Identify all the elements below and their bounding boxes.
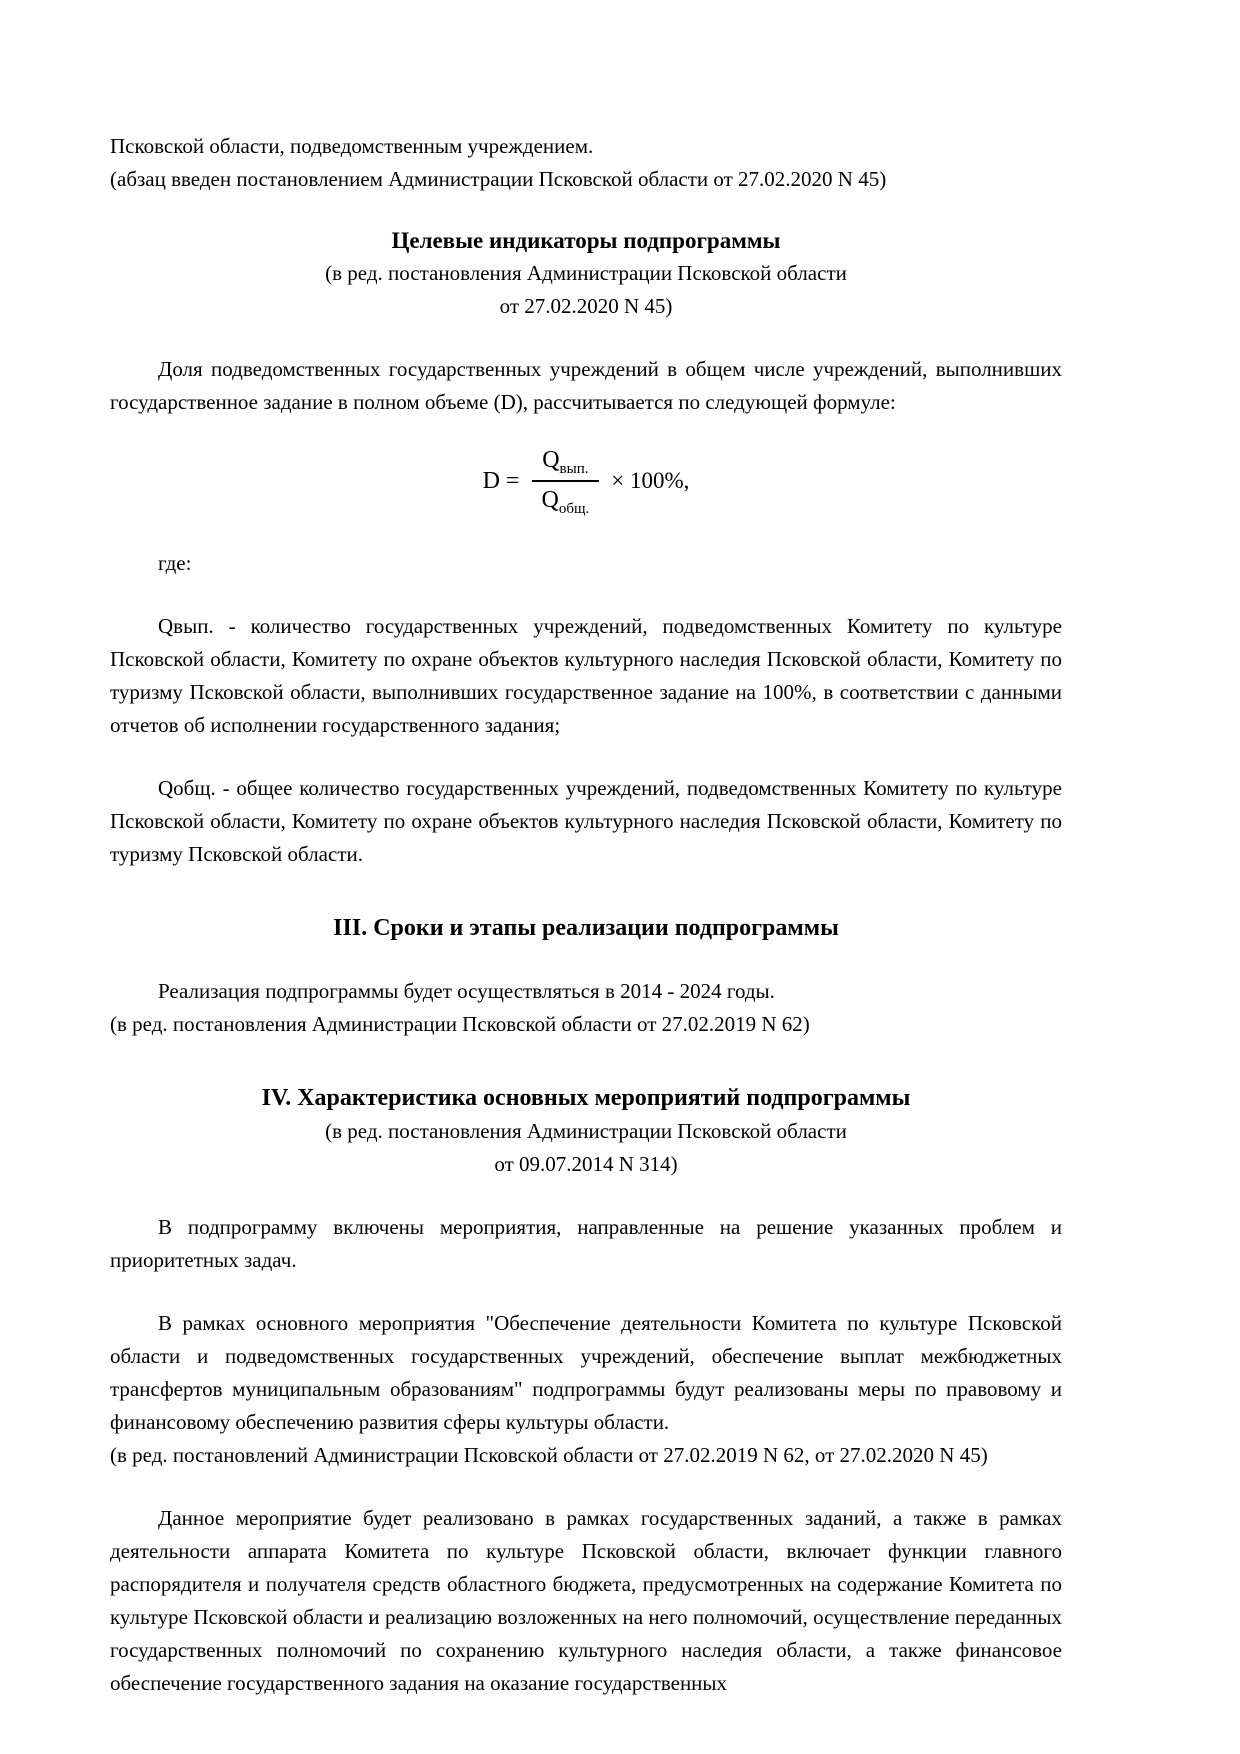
q-obsch-definition-paragraph: Qобщ. - общее количество государственных учреждений, подведомственных Комитету по культуре Псковской области, Комитету по охране объектов культурного наследия Псковской области, Комитету по туризму Псковской области. <box>110 775 1062 866</box>
indicator-intro-paragraph: Доля подведомственных государственных учреждений в общем числе учреждений, выполнивших государственное задание в полном объеме (D), рассчитывается по следующей формуле: <box>110 357 1062 414</box>
section-title-iv: IV. Характеристика основных мероприятий подпрограммы <box>261 1084 911 1111</box>
share-formula <box>110 445 1062 517</box>
section-iii-paragraph: Реализация подпрограммы будет осуществляться в 2014 - 2024 годы. <box>158 978 775 1003</box>
formula-fraction <box>531 445 599 517</box>
formula-lhs: D = <box>482 467 520 494</box>
where-label: где: <box>158 550 192 575</box>
formula-denominator <box>531 482 599 517</box>
lead-amendment-note: (абзац введен постановлением Администрации Псковской области от 27.02.2020 N 45) <box>110 167 887 191</box>
section-iv-edition-line-2: от 09.07.2014 N 314) <box>494 1151 678 1176</box>
formula-numerator <box>532 445 598 482</box>
section-title-indicators: Целевые индикаторы подпрограммы <box>391 228 781 253</box>
section-title-iii: III. Сроки и этапы реализации подпрограммы <box>333 914 839 941</box>
section-iv-paragraph-3: Данное мероприятие будет реализовано в рамках государственных заданий, а также в рамках деятельности аппарата Комитета по культуре Псковской области, включает функции главного распорядителя и получателя средств областного бюджета, предусмотренных на содержание Комитета по культуре Псковской области и реализацию возложенных на него полномочий, осуществление переданных государственных полномочий по сохранению культурного наследия области, а также финансовое обеспечение государственного задания на оказание государственных <box>110 1505 1062 1695</box>
section-iv-paragraph-2-amendment-note: (в ред. постановлений Администрации Псковской области от 27.02.2019 N 62, от 27.02.2020 N 45) <box>110 1442 988 1467</box>
formula-denominator-base: Q <box>541 486 559 513</box>
formula-denominator-subscript: общ. <box>558 500 590 517</box>
formula-rhs: × 100%, <box>611 467 690 493</box>
section-iv-edition-line-1: (в ред. постановления Администрации Псковской области <box>325 1118 847 1143</box>
q-vyp-definition-paragraph: Qвып. - количество государственных учреждений, подведомственных Комитету по культуре Псковской области, Комитету по охране объектов культурного наследия Псковской области, Комитету по туризму Псковской области, выполнивших государственное задание на 100%, в соответствии с данными отчетов об исполнении государственного задания; <box>110 613 1062 737</box>
formula-numerator-base: Q <box>542 447 560 473</box>
section-iii-amendment-note: (в ред. постановления Администрации Псковской области от 27.02.2019 N 62) <box>110 1011 810 1036</box>
edition-note-line-2: от 27.02.2020 N 45) <box>499 294 673 318</box>
edition-note-line-1: (в ред. постановления Администрации Псковской области <box>325 261 847 285</box>
formula-numerator-subscript: вып. <box>559 460 589 477</box>
lead-continuation-line: Псковской области, подведомственным учреждением. <box>110 134 594 158</box>
section-iv-paragraph-2: В рамках основного мероприятия "Обеспечение деятельности Комитета по культуре Псковской области и подведомственных государственных учреждений, обеспечение выплат межбюджетных трансфертов муниципальным образованиям" подпрограммы будут реализованы меры по правовому и финансовому обеспечению развития сферы культуры области. <box>110 1310 1062 1434</box>
section-iv-paragraph-1: В подпрограмму включены мероприятия, направленные на решение указанных проблем и приоритетных задач. <box>110 1214 1062 1272</box>
